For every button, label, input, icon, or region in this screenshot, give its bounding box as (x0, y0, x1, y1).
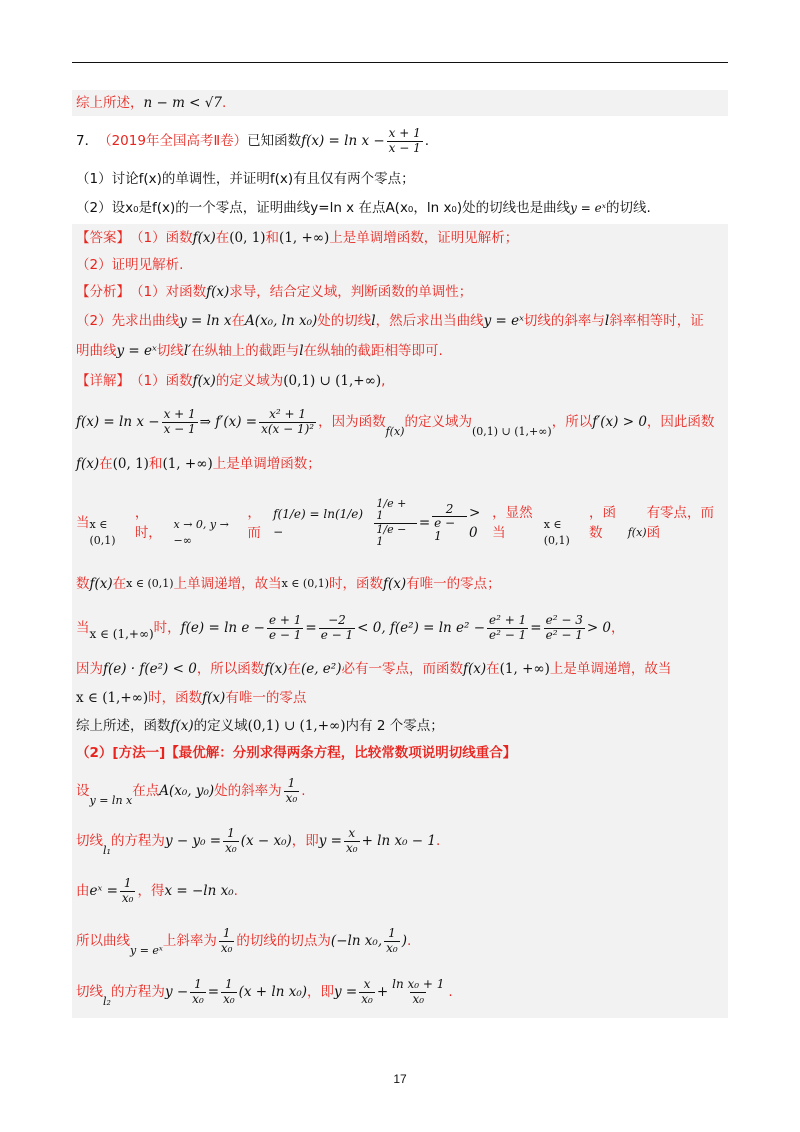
detail-text: ，所以函数 (196, 660, 265, 677)
step-text: . (233, 882, 238, 899)
detail-text: 上是单调递增，故当 (549, 660, 672, 677)
method-step-1 (72, 766, 728, 816)
detail-text: 有零点，而函 (646, 504, 715, 541)
method-step-2 (72, 816, 728, 866)
detail-text: 因为 (76, 660, 103, 677)
answer-math: (0, 1) (229, 229, 266, 246)
method-title-text: （2）[方法一]【最优解：分别求得两条方程，比较常数项说明切线重合】 (76, 744, 517, 761)
detail-math: (0, 1) (112, 455, 149, 472)
problem-number: 7． (76, 132, 99, 149)
problem-fraction (387, 127, 423, 154)
step-math: A(x₀, y₀) (159, 782, 215, 799)
method-step-4 (72, 916, 728, 966)
problem-stem-text: 已知函数 (247, 132, 302, 149)
analysis-math: l (299, 342, 304, 359)
analysis-text: 求导，结合定义域，判断函数的单调性； (229, 283, 473, 300)
frac-den: e − 1 (268, 627, 302, 642)
answer-text: 上是单调增函数，证明见解析； (329, 229, 519, 246)
detail-text: ，时， (134, 504, 162, 541)
analysis-math: l′ (183, 342, 192, 359)
solution-band (72, 224, 728, 1018)
frac-den: e² − 1 (545, 627, 583, 642)
detail-math: (0,1) ∪ (1,+∞) (471, 424, 552, 438)
step-fraction (384, 927, 400, 954)
step-math: (x + ln x₀) (238, 983, 308, 1000)
frac-den: x − 1 (163, 421, 196, 436)
detail-text: 有唯一的零点； (406, 575, 501, 592)
detail-math: x ∈ (0,1) (89, 517, 116, 547)
frac-den: 1/e − 1 (374, 523, 416, 548)
step-fraction (219, 927, 235, 954)
frac-num: x + 1 (163, 407, 196, 422)
frac-den: x₀ (223, 991, 235, 1006)
detail-text: 有唯一的零点 (225, 689, 307, 706)
answer-line-1 (72, 224, 728, 252)
step-text: 处的斜率为 (214, 782, 282, 799)
detail-math: f(x) = ln x − (76, 413, 160, 430)
analysis-text: 在纵轴上的截距与 (191, 342, 300, 359)
problem-end: . (424, 132, 430, 149)
detail-text: （1）函数 (130, 372, 193, 389)
step-math: + (376, 983, 389, 1000)
answer-text: 在 (215, 229, 230, 246)
detail-math: (1, +∞) (499, 660, 550, 677)
detail-math: x ∈ (0,1) (126, 576, 174, 590)
step-text: 在点 (132, 782, 160, 799)
step-math: y = eˣ (130, 943, 163, 957)
analysis-text: 明曲线 (76, 342, 117, 359)
detail-text: ， (611, 619, 625, 636)
step-text: 的切线的切点为 (236, 932, 331, 949)
method-step-5 (72, 966, 728, 1018)
detail-math: f(x) (76, 455, 100, 472)
step-fraction (223, 827, 239, 854)
detail-math: (e, e²) (300, 660, 342, 677)
analysis-line-1 (72, 278, 728, 306)
analysis-text: 处的切线 (317, 312, 372, 329)
frac-num: x (348, 826, 356, 841)
frac-den: x₀ (386, 940, 398, 955)
detail-fraction (487, 614, 528, 641)
detail-fraction (259, 408, 316, 435)
detail-text: 的定义域为 (215, 372, 284, 389)
detail-text: 在 (486, 660, 500, 677)
frac-num: 1 (227, 826, 235, 841)
step-math: (−ln x₀, (330, 932, 383, 949)
frac-num: e² + 1 (489, 613, 527, 628)
part1-text: （1）讨论f(x)的单调性，并证明f(x)有且仅有两个零点； (76, 170, 415, 187)
frac-num: −2 (328, 613, 346, 628)
detail-math: f(1/e) = ln(1/e) − (273, 507, 364, 539)
detail-text: 时，函数 (148, 689, 203, 706)
detail-line-7 (72, 654, 728, 684)
detail-text: ，而 (247, 504, 261, 541)
detail-math: = (305, 619, 317, 636)
step-math: + ln x₀ − 1 (361, 832, 436, 849)
frac-num: 1 (388, 926, 396, 941)
frac-den: x₀ (346, 840, 358, 855)
detail-line-8 (72, 684, 728, 712)
detail-text: ，因为函数 (318, 413, 386, 430)
detail-text: 当 (76, 619, 90, 636)
detail-math: f(x) (192, 372, 216, 389)
answer-text: 和 (265, 229, 280, 246)
step-math: y − (164, 983, 189, 1000)
detail-math: f(x) (202, 689, 226, 706)
step-fraction (344, 827, 360, 854)
step-math: = (207, 983, 220, 1000)
analysis-math: y = ln x (179, 312, 232, 329)
detail-math: f(e) · f(e²) < 0 (103, 660, 197, 677)
detail-line-3 (72, 448, 728, 480)
step-math: x = −ln x₀ (164, 882, 234, 899)
step-math: y = (318, 832, 342, 849)
detail-math: > 0 (586, 619, 612, 636)
frac-den: e − 1 (320, 627, 354, 642)
frac-den: e − 1 (432, 516, 467, 543)
detail-math: f(e) = ln e − (180, 619, 265, 636)
problem-part2 (72, 192, 728, 224)
detail-math: f(x) (383, 575, 407, 592)
frac-den: x₀ (121, 890, 134, 905)
detail-math: f(x) (170, 717, 194, 734)
step-fraction (284, 777, 300, 804)
analysis-text: ，然后求出当曲线 (375, 312, 484, 329)
detail-text: 在 (287, 660, 301, 677)
prev-text: 综上所述， (76, 94, 144, 111)
answer-line-2 (72, 252, 728, 278)
detail-fraction (374, 498, 416, 547)
analysis-math: y = eˣ (116, 342, 157, 359)
step-math: l₂ (103, 994, 111, 1008)
detail-text: 综上所述，函数 (76, 717, 171, 734)
analysis-math: l (604, 312, 610, 329)
step-text: 所以曲线 (76, 932, 130, 949)
answer-math: f(x) (192, 229, 216, 246)
detail-math: f′(x) > 0 (592, 413, 647, 430)
detail-text: 时，函数 (329, 575, 383, 592)
analysis-text: （2）先求出曲线 (76, 312, 180, 329)
detail-math: f(x) (89, 575, 113, 592)
frac-num: 1 (225, 977, 233, 992)
answer-label: 【答案】 (76, 229, 130, 246)
detail-fraction (267, 614, 303, 641)
step-text: 切线 (76, 832, 103, 849)
step-text: . (406, 932, 412, 949)
step-math: (x − x₀) (240, 832, 292, 849)
method-one-title (72, 740, 728, 766)
step-math: y = (334, 983, 358, 1000)
answer-text: （2）证明见解析. (76, 256, 184, 273)
detail-line-9 (72, 712, 728, 740)
step-text: 切线 (76, 983, 103, 1000)
detail-math: (0,1) ∪ (1,+∞) (247, 717, 346, 734)
detail-math: f(x) (385, 424, 405, 438)
detail-line-6 (72, 602, 728, 654)
problem-func: f(x) = ln x − (301, 132, 385, 149)
frac-num: 1/e + 1 (376, 497, 407, 523)
detail-text: 当 (76, 514, 90, 531)
analysis-math: f(x) (206, 283, 230, 300)
analysis-text: 切线 (156, 342, 184, 359)
detail-math: x ∈ (1,+∞) (76, 689, 149, 706)
step-fraction (359, 978, 375, 1005)
frac-den: x₀ (412, 991, 425, 1006)
analysis-line-3 (72, 336, 728, 366)
step-text: 的方程为 (110, 832, 165, 849)
detail-math: = (530, 619, 542, 636)
detail-fraction (432, 503, 467, 544)
answer-math: (1, +∞) (279, 229, 330, 246)
detail-math: x ∈ (0,1) (281, 576, 329, 590)
frac-num: x (363, 977, 371, 992)
detail-math: (1, +∞) (162, 455, 213, 472)
detail-text: 和 (148, 455, 163, 472)
problem-source: （2019年全国高考Ⅱ卷） (98, 132, 248, 149)
problem-stem (72, 116, 728, 166)
page-number: 17 (393, 1072, 407, 1086)
detail-math: f(x) (462, 660, 487, 677)
step-text: ，得 (137, 882, 165, 899)
detail-text: 上是单调增函数； (212, 455, 321, 472)
detail-text: 的定义域为 (404, 413, 472, 430)
step-math: y = ln x (89, 793, 133, 807)
detail-text: ，函数 (589, 504, 616, 541)
frac-den: x(x − 1)² (261, 421, 315, 436)
frac-den: x₀ (361, 991, 373, 1006)
step-math: ) (401, 932, 407, 949)
detail-math: x ∈ (0,1) (543, 517, 570, 547)
analysis-text: 斜率相等时，证 (609, 312, 704, 329)
frac-den: x₀ (225, 840, 237, 855)
frac-num: 1 (287, 776, 296, 791)
step-text: 上斜率为 (162, 932, 217, 949)
method-step-3 (72, 866, 728, 916)
detail-text: 数 (76, 575, 90, 592)
analysis-label: 【分析】 (76, 283, 130, 300)
frac-num: 2 (445, 501, 454, 516)
answer-text: （1）函数 (130, 229, 193, 246)
step-text: 的方程为 (110, 983, 165, 1000)
analysis-math: l (371, 312, 376, 329)
detail-fraction (319, 614, 355, 641)
detail-math: > 0 (468, 504, 481, 541)
step-text: . (448, 983, 453, 1000)
frac-den: x₀ (285, 790, 298, 805)
detail-label: 【详解】 (76, 372, 130, 389)
analysis-math: A(x₀, ln x₀) (245, 312, 318, 329)
detail-fraction (162, 408, 198, 435)
detail-text: 上单调递增，故当 (173, 575, 282, 592)
part2-end: 的切线. (605, 199, 651, 216)
analysis-text: 在纵轴的截距相等即可. (303, 342, 443, 359)
prev-math: n − m < √7 (143, 94, 222, 111)
frac-den: x₀ (220, 940, 233, 955)
detail-text: ，因此函数 (646, 413, 715, 430)
detail-text: 在 (112, 575, 127, 592)
document-body (72, 90, 728, 1018)
detail-math: f(x) (264, 660, 288, 677)
detail-math: ⇒ f′(x) = (199, 413, 258, 430)
detail-line-5 (72, 566, 728, 602)
prev-end: . (221, 94, 227, 111)
detail-text: 的定义域 (193, 717, 248, 734)
detail-math: (0,1) ∪ (1,+∞) (283, 372, 382, 389)
detail-text: , (381, 372, 386, 389)
step-text: ，即 (291, 832, 319, 849)
step-math: eˣ = (89, 882, 118, 899)
detail-math: < 0, f(e²) = ln e² − (357, 619, 486, 636)
detail-fraction (544, 614, 585, 641)
frac-num: 1 (123, 876, 132, 891)
step-text: . (301, 782, 306, 799)
detail-text: 内有 2 个零点； (345, 717, 444, 734)
detail-text: 时， (153, 619, 181, 636)
step-fraction (190, 978, 206, 1005)
detail-line-1 (72, 366, 728, 396)
frac-den: x − 1 (388, 140, 421, 155)
part2-text: （2）设x₀是f(x)的一个零点，证明曲线y=ln x 在点A(x₀，ln x₀)处的切线也是曲线 (76, 199, 571, 216)
detail-text: 必有一零点，而函数 (341, 660, 463, 677)
detail-line-2 (72, 396, 728, 448)
detail-math: x ∈ (1,+∞) (89, 627, 154, 641)
analysis-text: （1）对函数 (130, 283, 207, 300)
problem-part1 (72, 166, 728, 192)
analysis-text: 在 (231, 312, 246, 329)
step-fraction (221, 978, 237, 1005)
frac-num: 1 (222, 926, 231, 941)
frac-num: e + 1 (268, 613, 302, 628)
detail-math: f(x) (627, 525, 647, 539)
part2-math: y = eˣ (570, 201, 606, 215)
detail-math: = (418, 514, 431, 531)
detail-math: x → 0, y → −∞ (173, 517, 229, 547)
step-text: 由 (76, 882, 90, 899)
frac-num: e² − 3 (545, 613, 583, 628)
frac-num: x² + 1 (269, 407, 307, 422)
step-fraction (390, 978, 446, 1005)
header-rule (72, 62, 728, 63)
analysis-line-2 (72, 306, 728, 336)
frac-num: 1 (194, 977, 202, 992)
analysis-text: 切线的斜率与 (523, 312, 605, 329)
step-math: l₁ (103, 843, 111, 857)
analysis-math: y = eˣ (483, 312, 524, 329)
detail-text: ，显然当 (492, 504, 533, 541)
step-math: y − y₀ = (164, 832, 222, 849)
frac-num: x + 1 (388, 126, 421, 141)
frac-den: e² − 1 (489, 627, 527, 642)
detail-text: 在 (99, 455, 113, 472)
prev-conclusion (72, 90, 728, 116)
frac-num: ln x₀ + 1 (392, 977, 445, 992)
step-text: . (436, 832, 441, 849)
detail-line-4 (72, 480, 728, 566)
step-fraction (120, 877, 136, 904)
frac-den: x₀ (192, 991, 204, 1006)
step-text: ，即 (307, 983, 335, 1000)
detail-text: ，所以 (551, 413, 593, 430)
step-text: 设 (76, 782, 90, 799)
